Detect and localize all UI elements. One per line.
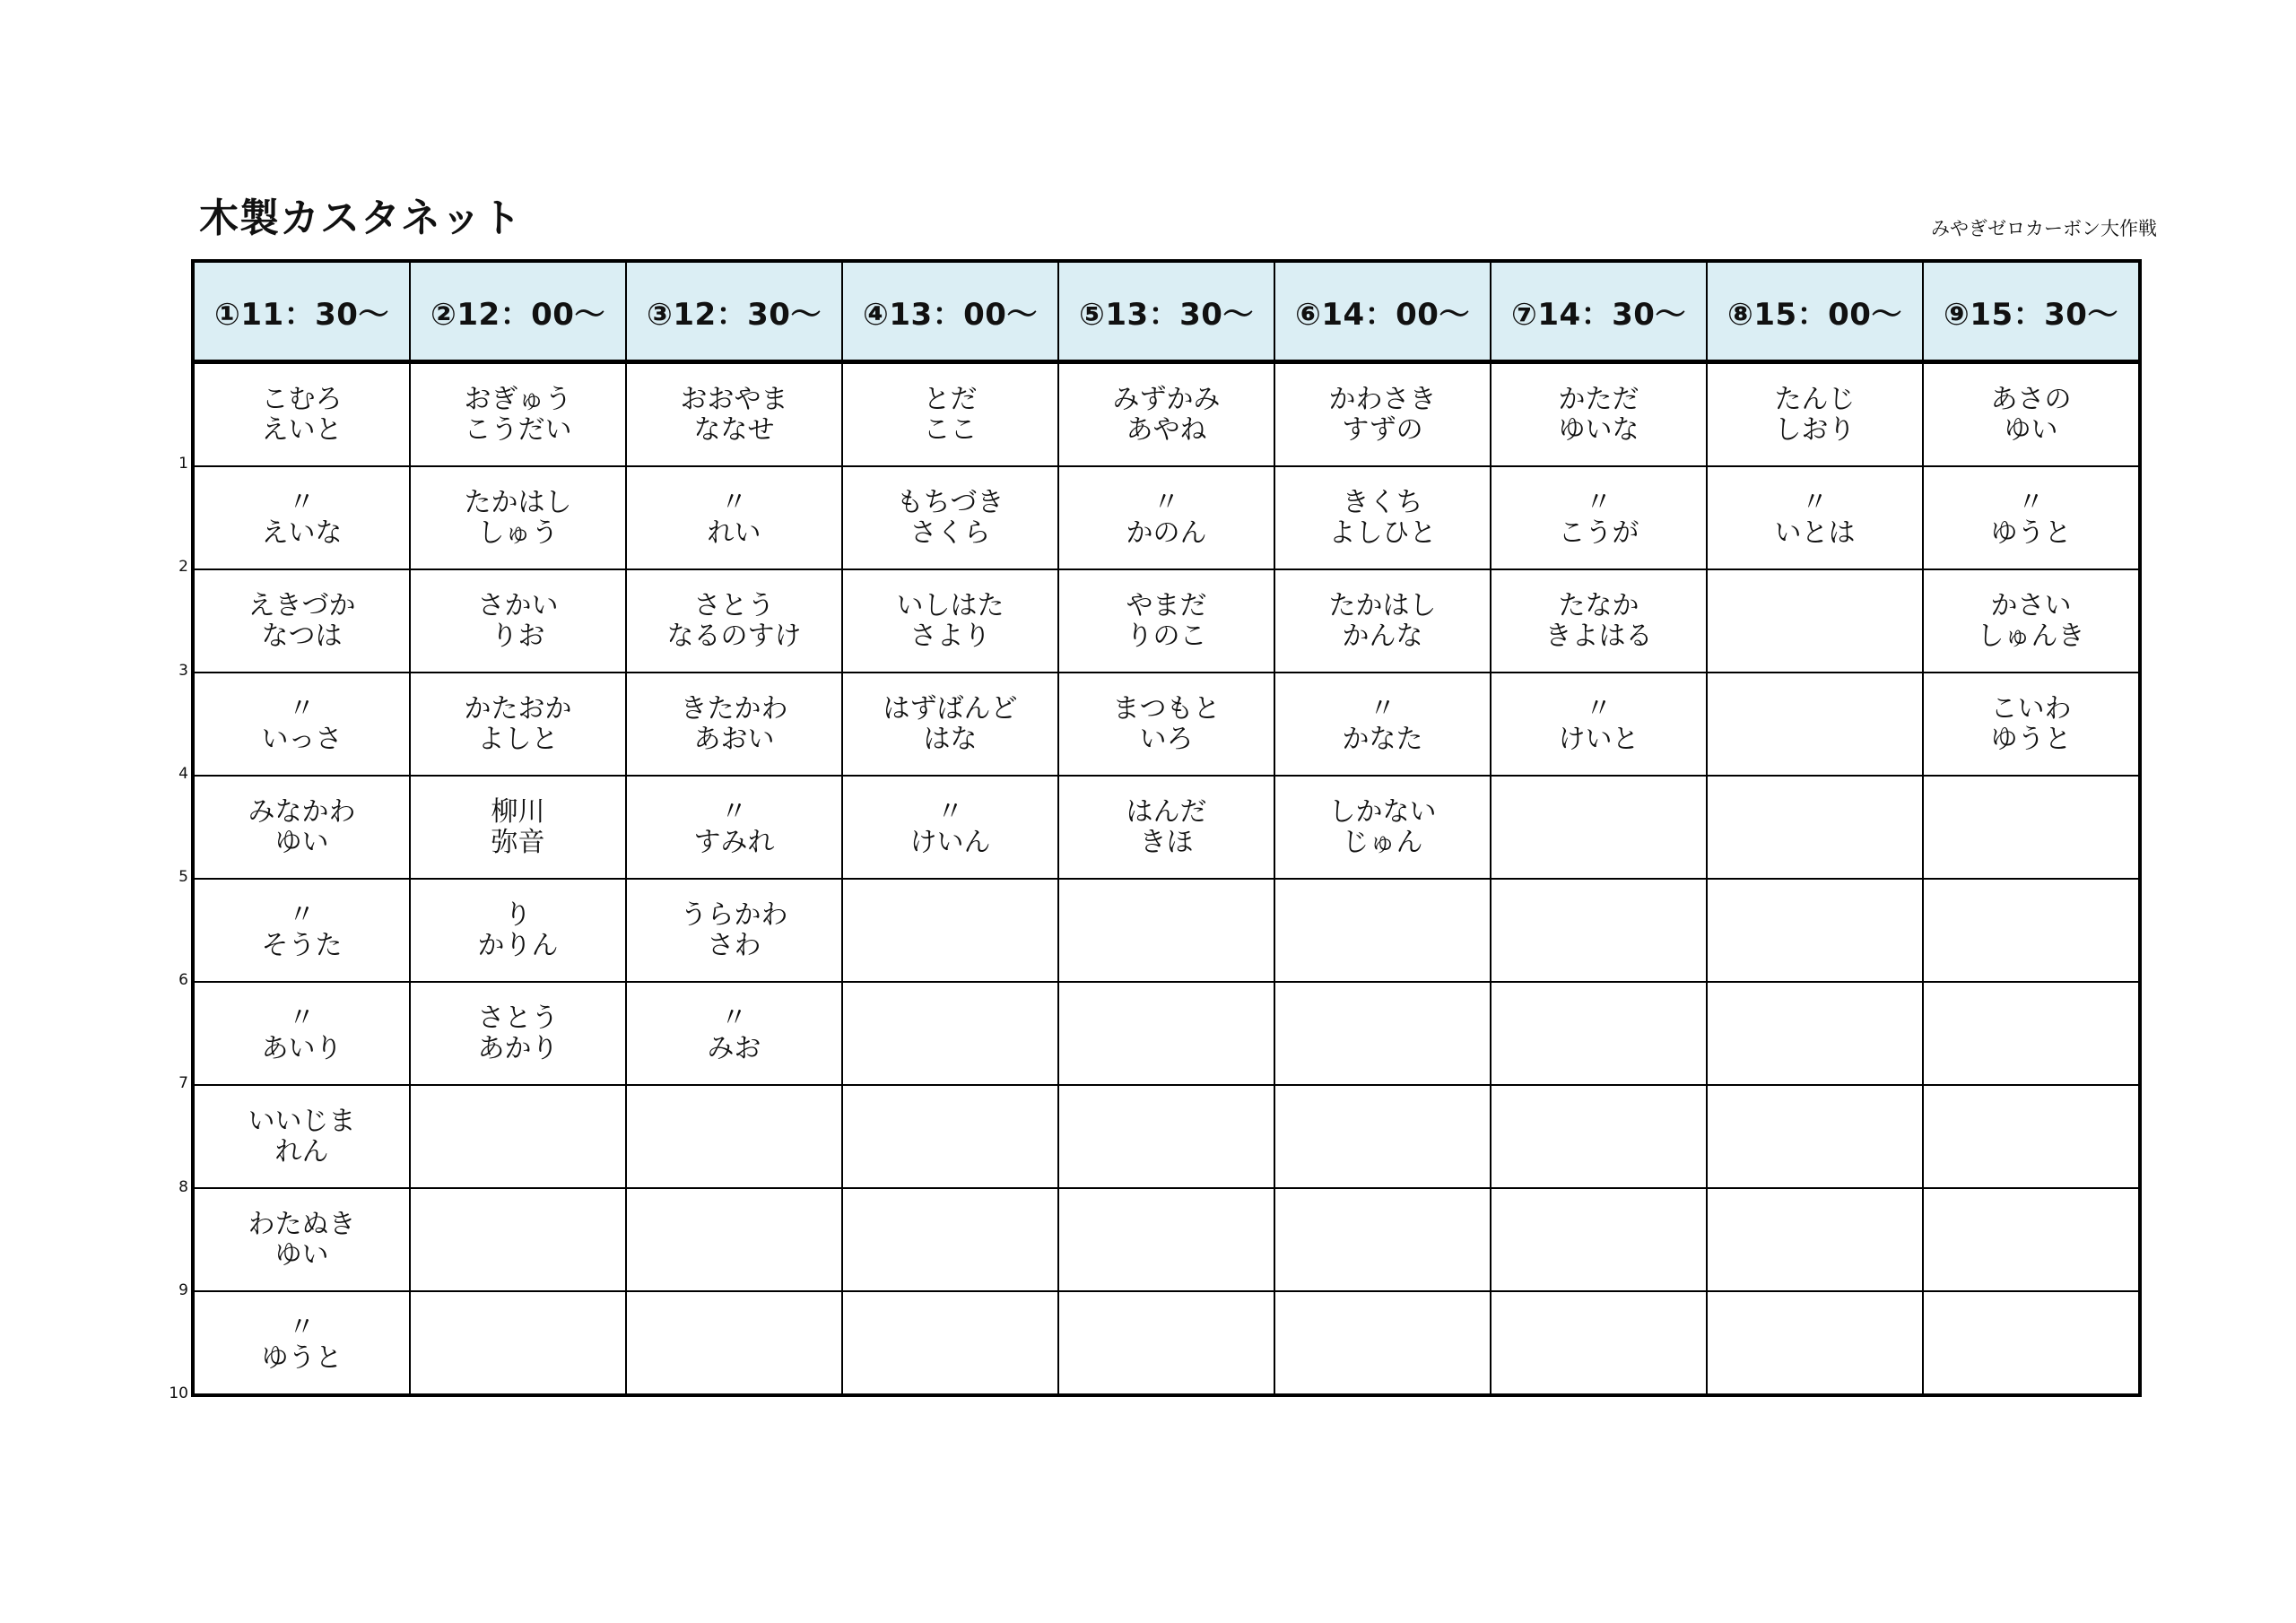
given-name: きほ <box>1139 826 1194 858</box>
participant-cell <box>193 466 410 569</box>
family-name: さかい <box>477 589 559 621</box>
participant-cell <box>1923 982 2140 1085</box>
row-number: 2 <box>178 558 188 576</box>
family-name: しかない <box>1328 795 1437 828</box>
participant-cell <box>842 776 1058 879</box>
given-name: こうが <box>1558 516 1639 549</box>
family-name: いしはた <box>896 589 1004 621</box>
table-row <box>193 982 2140 1085</box>
given-name: しゅう <box>477 516 559 549</box>
participant-cell <box>193 1085 410 1188</box>
participant-cell <box>1707 362 1923 467</box>
participant-cell <box>1274 776 1491 879</box>
table-row <box>193 879 2140 982</box>
given-name: あやね <box>1126 413 1207 446</box>
participant-cell <box>1491 982 1707 1085</box>
participant-cell <box>1274 569 1491 673</box>
family-name: 〃 <box>1585 486 1613 518</box>
given-name: りお <box>491 620 545 652</box>
participant-cell <box>1491 466 1707 569</box>
table-row <box>193 1188 2140 1291</box>
family-name: おおやま <box>680 383 788 415</box>
given-name: みお <box>707 1032 761 1064</box>
family-name: さとう <box>477 1002 559 1034</box>
given-name: ゆうと <box>1990 723 2072 755</box>
family-name: こいわ <box>1990 692 2072 725</box>
given-name: かんな <box>1342 620 1423 652</box>
participant-cell <box>626 1085 842 1188</box>
given-name: かなた <box>1342 723 1423 755</box>
participant-cell <box>1274 982 1491 1085</box>
family-name: 〃 <box>720 486 748 518</box>
time-slot-header-row <box>193 261 2140 362</box>
given-name: いろ <box>1139 723 1194 755</box>
participant-cell <box>1491 569 1707 673</box>
time-slot-header: ③12：30～ <box>626 261 842 362</box>
participant-cell <box>626 776 842 879</box>
family-name: 柳川 <box>491 795 545 828</box>
participant-cell <box>1058 1085 1274 1188</box>
family-name: やまだ <box>1126 589 1207 621</box>
given-name: すみれ <box>693 826 775 858</box>
family-name: はんだ <box>1126 795 1207 828</box>
participant-cell <box>410 466 626 569</box>
time-slot-header: ⑥14：00～ <box>1274 261 1491 362</box>
row-number: 9 <box>178 1281 188 1299</box>
row-number: 1 <box>178 455 188 473</box>
given-name: あかり <box>477 1032 559 1064</box>
given-name: ななせ <box>693 413 775 446</box>
family-name: り <box>504 898 532 931</box>
participant-cell <box>1707 982 1923 1085</box>
row-number: 8 <box>178 1178 188 1196</box>
family-name: たかはし <box>464 486 572 518</box>
participant-cell <box>626 1291 842 1395</box>
participant-cell <box>193 1291 410 1395</box>
participant-cell <box>410 879 626 982</box>
family-name: きたかわ <box>680 692 788 725</box>
given-name: なるのすけ <box>666 620 802 652</box>
given-name: きよはる <box>1544 620 1653 652</box>
participant-cell <box>1058 776 1274 879</box>
family-name: さとう <box>693 589 775 621</box>
given-name: こうだい <box>464 413 572 446</box>
family-name: かさい <box>1990 589 2072 621</box>
row-number: 10 <box>169 1384 188 1402</box>
schedule-table <box>191 259 2142 1397</box>
family-name: きくち <box>1342 486 1423 518</box>
given-name: えいな <box>261 516 343 549</box>
participant-cell <box>1923 1188 2140 1291</box>
family-name: かただ <box>1558 383 1639 415</box>
participant-cell <box>193 1188 410 1291</box>
family-name: かわさき <box>1328 383 1437 415</box>
participant-cell <box>1707 569 1923 673</box>
participant-cell <box>193 673 410 776</box>
given-name: けいと <box>1558 723 1639 755</box>
participant-cell <box>1058 673 1274 776</box>
given-name: すずの <box>1342 413 1423 446</box>
participant-cell <box>1707 1291 1923 1395</box>
given-name: ゆうと <box>261 1341 343 1374</box>
participant-cell <box>1923 1291 2140 1395</box>
given-name: ここ <box>923 413 978 446</box>
participant-cell <box>193 776 410 879</box>
given-name: かのん <box>1126 516 1207 549</box>
given-name: あおい <box>693 723 775 755</box>
participant-cell <box>842 1188 1058 1291</box>
participant-cell <box>842 982 1058 1085</box>
family-name: たなか <box>1558 589 1639 621</box>
participant-cell <box>626 1188 842 1291</box>
participant-cell <box>1274 879 1491 982</box>
given-name: よしと <box>477 723 559 755</box>
family-name: とだ <box>923 383 978 415</box>
participant-cell <box>1274 362 1491 467</box>
family-name: みなかわ <box>248 795 356 828</box>
participant-cell <box>410 1291 626 1395</box>
family-name: おぎゅう <box>464 383 572 415</box>
family-name: まつもと <box>1112 692 1221 725</box>
participant-cell <box>1058 1188 1274 1291</box>
given-name: ゆいな <box>1558 413 1639 446</box>
participant-cell <box>1058 569 1274 673</box>
participant-cell <box>842 1085 1058 1188</box>
participant-cell <box>842 1291 1058 1395</box>
participant-cell <box>1491 879 1707 982</box>
table-row <box>193 1291 2140 1395</box>
participant-cell <box>626 466 842 569</box>
participant-cell <box>410 362 626 467</box>
participant-cell <box>1274 1188 1491 1291</box>
family-name: 〃 <box>288 486 316 518</box>
given-name: 弥音 <box>491 826 545 858</box>
family-name: 〃 <box>1152 486 1180 518</box>
given-name: しおり <box>1774 413 1856 446</box>
given-name: あいり <box>261 1032 343 1064</box>
participant-cell <box>1923 776 2140 879</box>
participant-cell <box>1491 1188 1707 1291</box>
given-name: りのこ <box>1126 620 1207 652</box>
participant-cell <box>842 466 1058 569</box>
participant-cell <box>1058 879 1274 982</box>
family-name: 〃 <box>1585 692 1613 725</box>
family-name: たんじ <box>1774 383 1856 415</box>
family-name: いいじま <box>248 1105 356 1137</box>
table-row <box>193 362 2140 467</box>
table-row <box>193 1085 2140 1188</box>
family-name: 〃 <box>936 795 964 828</box>
row-number: 4 <box>178 765 188 783</box>
participant-cell <box>1058 362 1274 467</box>
organization-label: みやぎゼロカーボン大作戦 <box>1931 218 2157 239</box>
family-name: 〃 <box>288 1311 316 1343</box>
participant-cell <box>1923 1085 2140 1188</box>
given-name: えいと <box>261 413 343 446</box>
given-name: れい <box>707 516 761 549</box>
participant-cell <box>1274 673 1491 776</box>
family-name: はずばんど <box>883 692 1018 725</box>
given-name: しゅんき <box>1977 620 2085 652</box>
participant-cell <box>410 776 626 879</box>
participant-cell <box>1058 982 1274 1085</box>
participant-cell <box>1491 673 1707 776</box>
participant-cell <box>1491 362 1707 467</box>
participant-cell <box>842 362 1058 467</box>
family-name: 〃 <box>1801 486 1829 518</box>
family-name: かたおか <box>464 692 572 725</box>
participant-cell <box>410 1085 626 1188</box>
table-row <box>193 673 2140 776</box>
participant-cell <box>1707 1188 1923 1291</box>
participant-cell <box>1707 776 1923 879</box>
row-number: 7 <box>178 1074 188 1092</box>
time-slot-header: ⑦14：30～ <box>1491 261 1707 362</box>
participant-cell <box>626 879 842 982</box>
table-row <box>193 466 2140 569</box>
given-name: れん <box>274 1135 329 1167</box>
table-row <box>193 776 2140 879</box>
given-name: ゆうと <box>1990 516 2072 549</box>
given-name: ゆい <box>274 1238 329 1271</box>
participant-cell <box>1491 1291 1707 1395</box>
given-name: ゆい <box>274 826 329 858</box>
family-name: あさの <box>1990 383 2072 415</box>
participant-cell <box>1274 1085 1491 1188</box>
participant-cell <box>193 569 410 673</box>
time-slot-header: ②12：00～ <box>410 261 626 362</box>
participant-cell <box>626 362 842 467</box>
given-name: はな <box>923 723 978 755</box>
given-name: いとは <box>1774 516 1856 549</box>
participant-cell <box>193 362 410 467</box>
schedule-body <box>193 362 2140 1396</box>
given-name: けいん <box>909 826 991 858</box>
participant-cell <box>193 982 410 1085</box>
given-name: そうた <box>261 929 343 961</box>
participant-cell <box>1707 1085 1923 1188</box>
given-name: さくら <box>909 516 991 549</box>
participant-cell <box>1058 1291 1274 1395</box>
participant-cell <box>1923 362 2140 467</box>
participant-cell <box>1923 673 2140 776</box>
participant-cell <box>410 982 626 1085</box>
family-name: 〃 <box>720 1002 748 1034</box>
participant-cell <box>1707 879 1923 982</box>
family-name: 〃 <box>720 795 748 828</box>
participant-cell <box>626 673 842 776</box>
family-name: 〃 <box>288 898 316 931</box>
given-name: なつは <box>261 620 343 652</box>
participant-cell <box>193 879 410 982</box>
family-name: わたぬき <box>248 1208 356 1240</box>
family-name: 〃 <box>2017 486 2045 518</box>
participant-cell <box>1491 1085 1707 1188</box>
time-slot-header: ⑤13：30～ <box>1058 261 1274 362</box>
time-slot-header: ④13：00～ <box>842 261 1058 362</box>
given-name: じゅん <box>1342 826 1423 858</box>
row-number: 3 <box>178 662 188 680</box>
family-name: たかはし <box>1328 589 1437 621</box>
participant-cell <box>410 569 626 673</box>
participant-cell <box>410 673 626 776</box>
participant-cell <box>842 879 1058 982</box>
row-number: 5 <box>178 868 188 886</box>
participant-cell <box>1923 466 2140 569</box>
participant-cell <box>626 569 842 673</box>
participant-cell <box>1923 879 2140 982</box>
participant-cell <box>626 982 842 1085</box>
row-number: 6 <box>178 971 188 989</box>
family-name: みずかみ <box>1112 383 1221 415</box>
participant-cell <box>842 569 1058 673</box>
participant-cell <box>842 673 1058 776</box>
family-name: 〃 <box>288 692 316 725</box>
family-name: こむろ <box>261 383 343 415</box>
given-name: いっさ <box>261 723 343 755</box>
family-name: もちづき <box>896 486 1004 518</box>
time-slot-header: ⑨15：30～ <box>1923 261 2140 362</box>
given-name: よしひと <box>1328 516 1437 549</box>
time-slot-header: ①11：30～ <box>193 261 410 362</box>
family-name: 〃 <box>288 1002 316 1034</box>
family-name: えきづか <box>248 589 356 621</box>
given-name: かりん <box>477 929 559 961</box>
participant-cell <box>1707 673 1923 776</box>
participant-cell <box>1058 466 1274 569</box>
given-name: さより <box>909 620 991 652</box>
participant-cell <box>1491 776 1707 879</box>
participant-cell <box>1923 569 2140 673</box>
participant-cell <box>410 1188 626 1291</box>
participant-cell <box>1274 1291 1491 1395</box>
time-slot-header: ⑧15：00～ <box>1707 261 1923 362</box>
participant-cell <box>1707 466 1923 569</box>
family-name: 〃 <box>1369 692 1396 725</box>
given-name: ゆい <box>2004 413 2058 446</box>
given-name: さわ <box>707 929 761 961</box>
page-title: 木製カスタネット <box>199 195 522 241</box>
participant-cell <box>1274 466 1491 569</box>
table-row <box>193 569 2140 673</box>
family-name: うらかわ <box>680 898 788 931</box>
